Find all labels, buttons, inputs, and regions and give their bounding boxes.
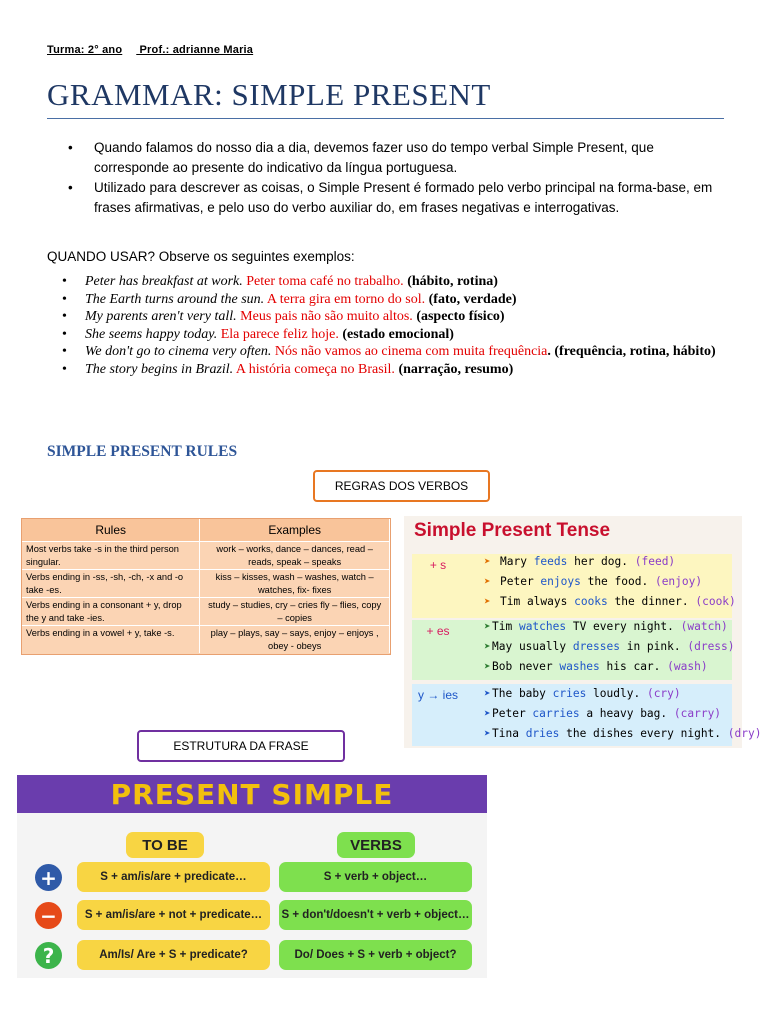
prof-label: Prof.: adrianne Maria <box>139 44 254 56</box>
example-use: (fato, verdade) <box>428 291 517 307</box>
simple-present-tense-panel <box>404 516 762 748</box>
rules-heading: SIMPLE PRESENT RULES <box>47 443 238 460</box>
spt-sentence: Mary feeds her dog. (feed) <box>500 555 676 568</box>
arrow-icon: ➤ <box>484 595 491 608</box>
example-en: Peter has breakfast at work. <box>85 274 243 289</box>
affirmative-to-be: S + am/is/are + predicate… <box>77 862 270 892</box>
table-row <box>22 626 390 654</box>
example-en: The Earth turns around the sun. <box>85 291 265 307</box>
rule-cell: Verbs ending in a vowel + y, take -s. <box>22 626 200 654</box>
example-en: The story begins in Brazil. <box>85 361 234 377</box>
verbs-header: VERBS <box>337 832 415 858</box>
interrogative-to-be: Am/Is/ Are + S + predicate? <box>77 940 270 970</box>
example-item <box>62 343 732 361</box>
plus-icon: + <box>35 864 62 891</box>
present-simple-chart <box>17 775 487 978</box>
rules-table <box>21 518 391 655</box>
spt-sentence: Tim always cooks the dinner. (cook) <box>500 595 736 608</box>
rule-cell: Verbs ending in a consonant + y, drop the y and take -ies. <box>22 598 200 626</box>
class-header <box>47 44 267 56</box>
spt-group-es <box>412 620 735 680</box>
spt-tag: + es <box>426 624 450 638</box>
example-pt: A história começa no Brasil. <box>235 361 395 377</box>
spt-sentence: Peter carries a heavy bag. (carry) <box>492 707 722 720</box>
intro-bullet: • Utilizado para descrever as coisas, o Simple Present é formado pelo verbo principal na forma-base, em frases afirmativas, e pelo uso do verbo auxiliar do, em frases negativas e interrogativas. <box>66 178 724 218</box>
estrutura-da-frase-box: ESTRUTURA DA FRASE <box>137 730 345 762</box>
example-use: (narração, resumo) <box>398 361 514 377</box>
example-item <box>62 361 732 379</box>
example-use: (estado emocional) <box>342 326 454 342</box>
negative-to-be: S + am/is/are + not + predicate… <box>77 900 270 930</box>
spt-tag: + s <box>429 558 447 572</box>
example-cell: play – plays, say – says, enjoy – enjoys , obey - obeys <box>200 626 390 654</box>
spt-sentence: Bob never washes his car. (wash) <box>492 660 708 673</box>
arrow-icon: ➤ <box>484 687 491 700</box>
examples-header: Examples <box>200 519 390 542</box>
spt-sentence: Tina dries the dishes every night. (dry) <box>492 727 762 740</box>
example-use: (hábito, rotina) <box>407 274 498 289</box>
spt-tag: y → ies <box>417 688 458 702</box>
arrow-icon: ➤ <box>484 727 491 740</box>
example-cell: kiss – kisses, wash – washes, watch – watches, fix- fixes <box>200 570 390 598</box>
affirmative-verbs: S + verb + object… <box>279 862 472 892</box>
negative-verbs: S + don't/doesn't + verb + object… <box>279 900 472 930</box>
spt-sentence: The baby cries loudly. (cry) <box>492 687 681 700</box>
table-row <box>22 542 390 570</box>
example-pt: A terra gira em torno do sol. <box>266 291 426 307</box>
minus-icon: − <box>35 902 62 929</box>
spt-sentence: Peter enjoys the food. (enjoy) <box>500 575 703 588</box>
title-divider <box>47 118 724 119</box>
spt-sentence: May usually dresses in pink. (dress) <box>492 640 735 653</box>
question-icon: ? <box>35 942 62 969</box>
quando-usar-text: QUANDO USAR? Observe os seguintes exemplos: <box>47 249 355 264</box>
example-pt: Ela parece feliz hoje. <box>220 326 339 342</box>
example-use: . (frequência, rotina, hábito) <box>547 344 716 360</box>
rules-header: Rules <box>22 519 200 542</box>
rule-cell: Verbs ending in -ss, -sh, -ch, -x and -o take -es. <box>22 570 200 598</box>
regras-dos-verbos-box: REGRAS DOS VERBOS <box>313 470 490 502</box>
example-item <box>62 273 732 291</box>
spt-title: Simple Present Tense <box>414 520 611 541</box>
arrow-icon: ➤ <box>484 620 491 633</box>
example-item <box>62 308 732 326</box>
table-row <box>22 570 390 598</box>
example-pt: Nós não vamos ao cinema com muita frequência <box>274 344 548 360</box>
arrow-icon: ➤ <box>484 640 491 653</box>
arrow-icon: ➤ <box>484 707 491 720</box>
to-be-header: TO BE <box>126 832 204 858</box>
example-item <box>62 291 732 309</box>
example-en: She seems happy today. <box>85 326 218 342</box>
intro-list <box>66 138 724 218</box>
interrogative-verbs: Do/ Does + S + verb + object? <box>279 940 472 970</box>
example-item <box>62 326 732 344</box>
example-en: We don't go to cinema very often. <box>85 344 272 360</box>
example-pt: Peter toma café no trabalho. <box>246 274 404 289</box>
example-cell: work – works, dance – dances, read – reads, speak – speaks <box>200 542 390 570</box>
arrow-icon: ➤ <box>484 660 491 673</box>
turma-label: Turma: 2° ano <box>47 44 123 56</box>
spt-sentence: Tim watches TV every night. (watch) <box>492 620 728 633</box>
spt-group-ies <box>412 684 762 746</box>
arrow-icon: ➤ <box>484 555 491 568</box>
spt-group-s <box>412 554 736 618</box>
examples-list <box>62 273 732 379</box>
example-en: My parents aren't very tall. <box>85 309 237 325</box>
present-simple-title: PRESENT SIMPLE <box>110 778 394 811</box>
table-row <box>22 598 390 626</box>
example-pt: Meus pais não são muito altos. <box>240 309 413 325</box>
example-cell: study – studies, cry – cries fly – flies, copy – copies <box>200 598 390 626</box>
intro-bullet: • Quando falamos do nosso dia a dia, devemos fazer uso do tempo verbal Simple Present, que corresponde ao presente do indicativo da língua portuguesa. <box>66 138 724 178</box>
page-title: GRAMMAR: SIMPLE PRESENT <box>47 77 491 112</box>
arrow-icon: ➤ <box>484 575 491 588</box>
example-use: (aspecto físico) <box>416 309 505 325</box>
rule-cell: Most verbs take -s in the third person singular. <box>22 542 200 570</box>
